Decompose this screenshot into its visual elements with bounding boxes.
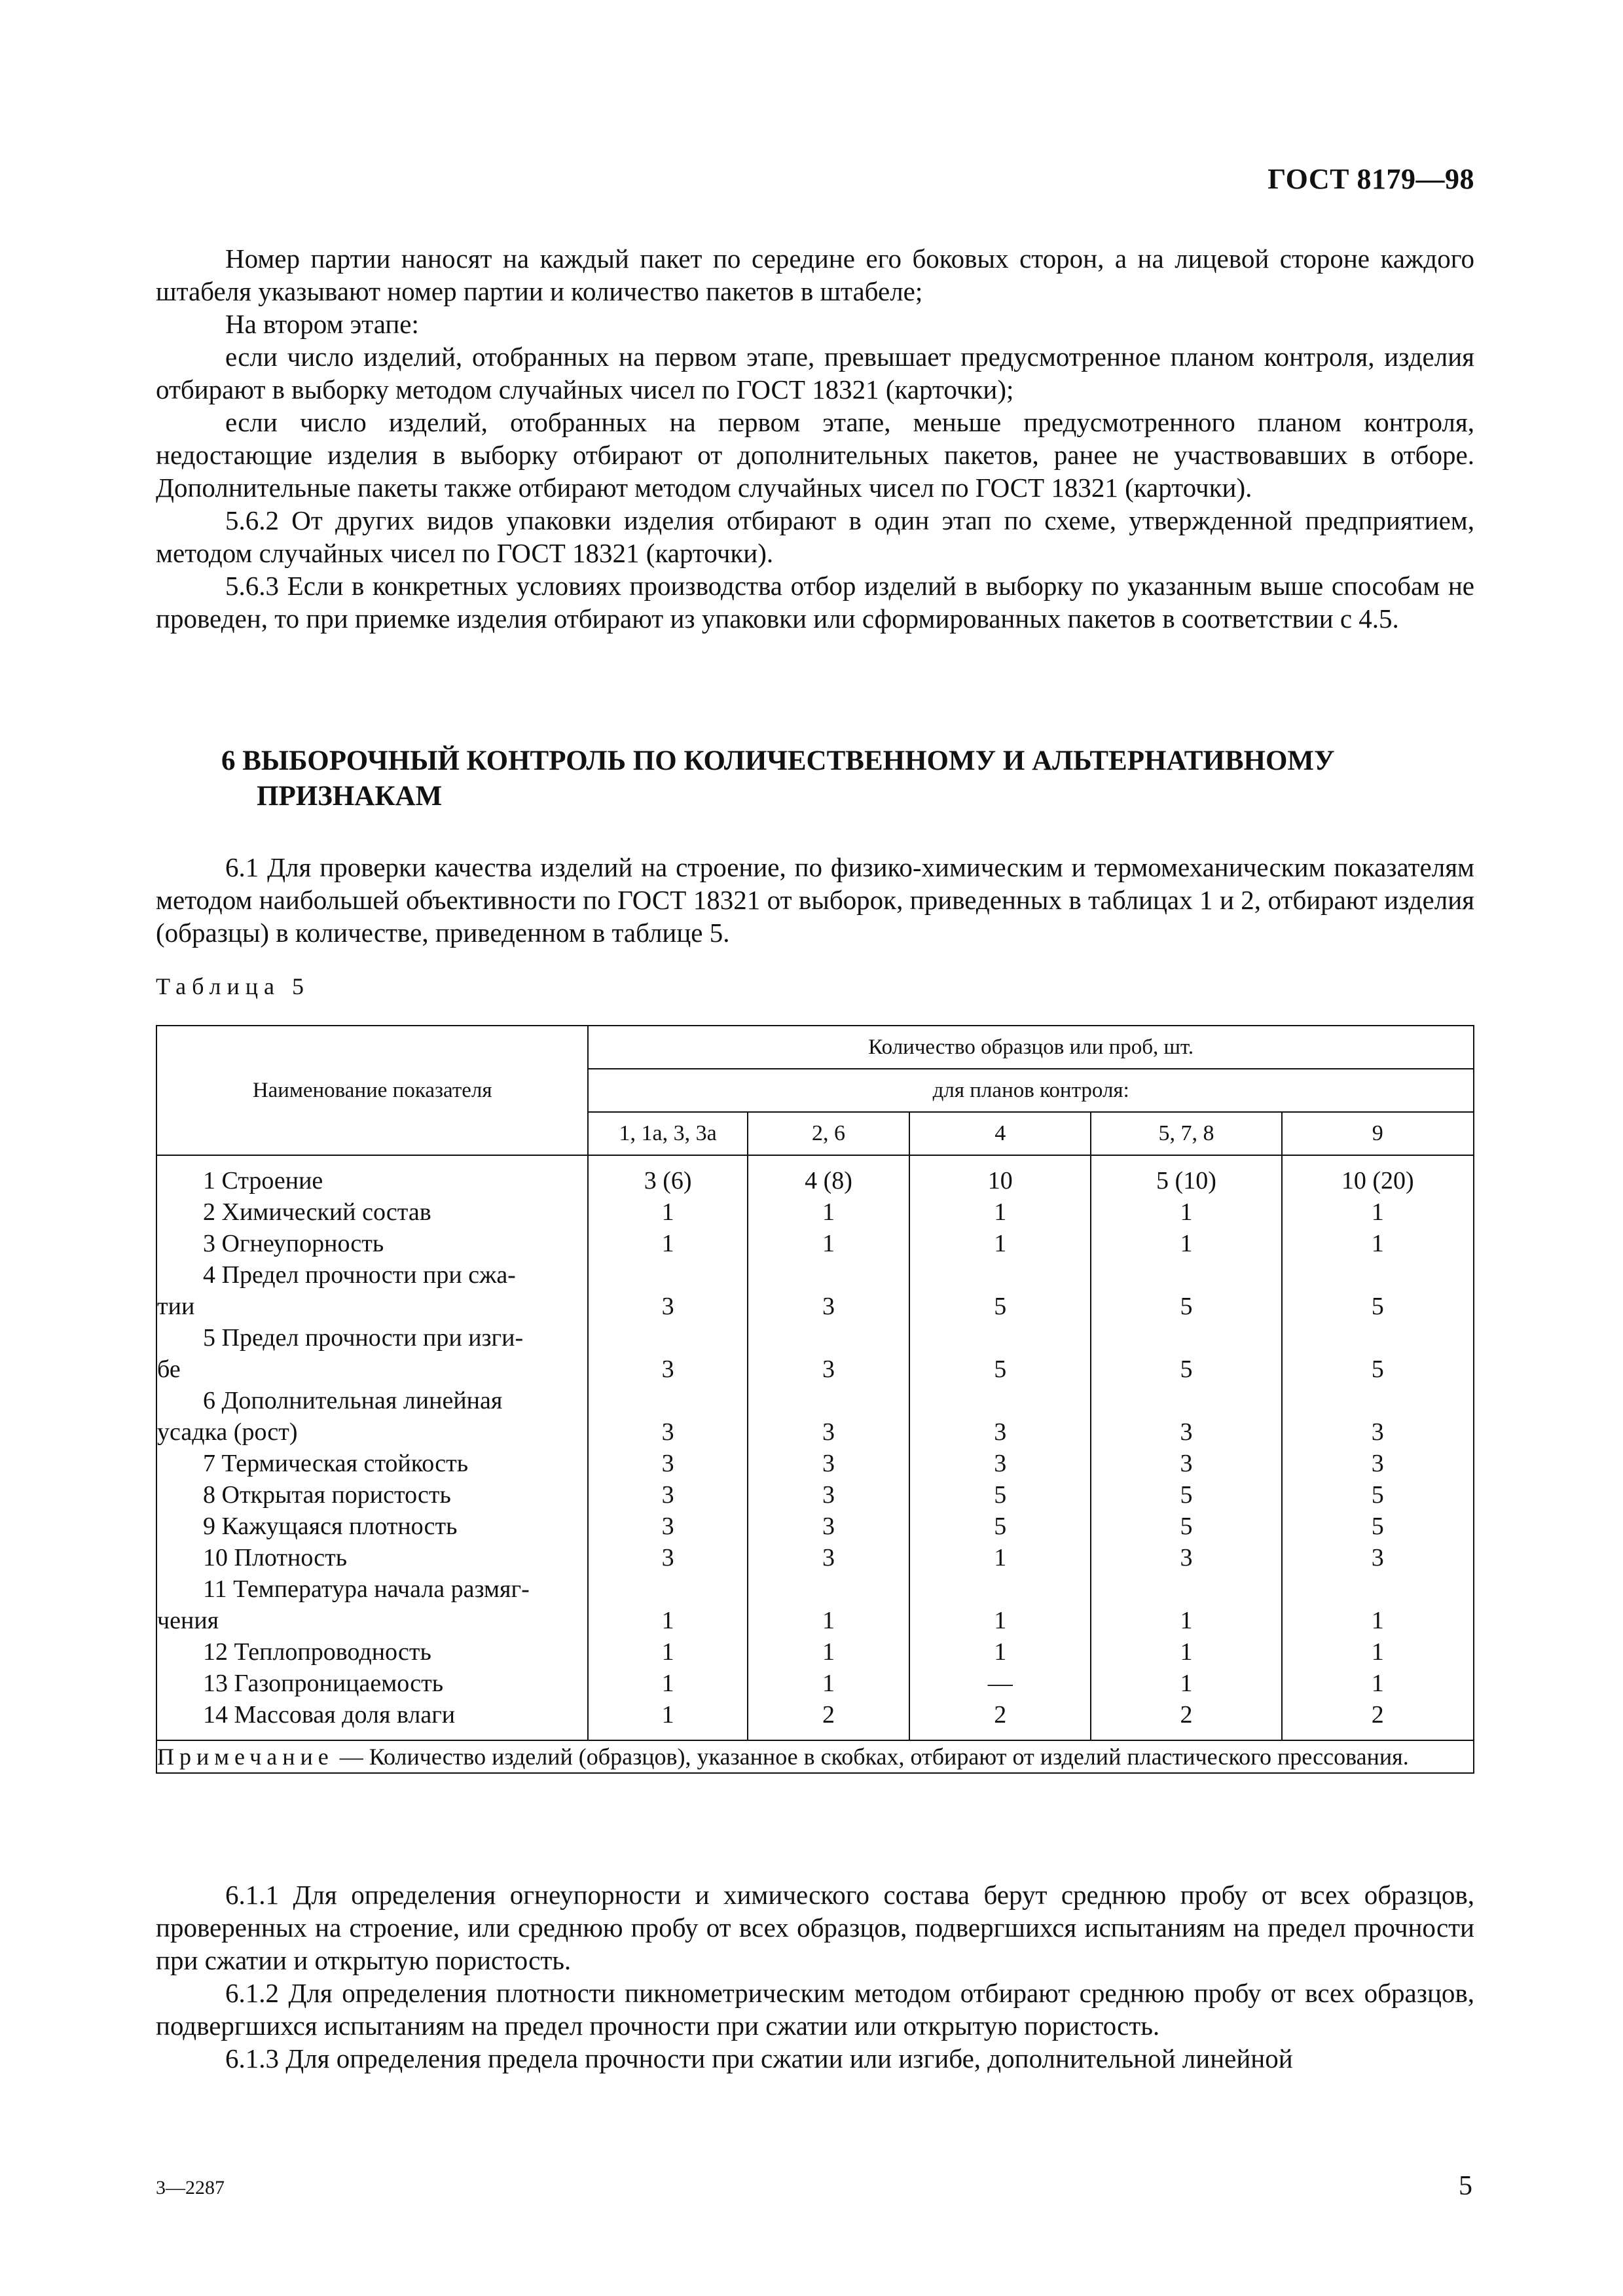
cell-value-text: 10 [987,1167,1013,1194]
table-cell-value [589,1165,746,1196]
plan-values-column [909,1155,1091,1740]
table-cell-value [1283,1668,1473,1699]
cell-value-text: 1 [661,1670,674,1697]
cell-value-text: 5 [1180,1513,1193,1540]
cell-value-text: 3 [822,1293,835,1320]
table-cell-value [589,1322,746,1385]
table-cell-value [748,1448,909,1479]
section-heading-line: 6 ВЫБОРОЧНЫЙ КОНТРОЛЬ ПО КОЛИЧЕСТВЕННОМУ И АЛЬТЕРНАТИВНОМУ [221,745,1335,776]
paragraph: 5.6.2 От других видов упаковки изделия отбирают в один этап по схеме, утвержденной предприятием, методом случайных чисел по ГОСТ 18321 (карточки). [156,505,1474,568]
indicator-name: 10 Плотность [203,1544,348,1571]
table-caption: Таблица 5 [156,973,310,999]
cell-value-text: 5 (10) [1156,1167,1216,1194]
table-cell-value [748,1511,909,1542]
indicator-name: 2 Химический состав [203,1198,431,1226]
table-cell-value [910,1322,1090,1385]
cell-value-text: 2 [822,1701,835,1729]
table-cell-value [1283,1322,1473,1385]
table-cell-value [1091,1573,1281,1636]
table-cell-value [1283,1699,1473,1731]
cell-value-text: 1 [1180,1670,1193,1697]
cell-value-text: 1 [1371,1638,1384,1666]
table-cell-value [589,1259,746,1322]
table-cell-value [910,1196,1090,1228]
cell-value-text: 1 [994,1607,1007,1634]
table-cell-value [1091,1385,1281,1448]
table-cell-value [1091,1542,1281,1573]
paragraph: 6.1 Для проверки качества изделий на строение, по физико-химическим и термомеханическим показателям методом наибольшей объективности по ГОСТ 18321 от выборок, приведенных в таблицах 1 и 2, отбирают изделия (образцы) в количестве, приведенном в таблице 5. [156,852,1474,948]
table-cell-value [748,1322,909,1385]
table-cell-value [748,1385,909,1448]
table-cell-value [1283,1228,1473,1259]
table-cell-value [910,1668,1090,1699]
cell-value-text: 5 [994,1481,1007,1509]
table-cell-value [589,1636,746,1668]
indicator-name: 7 Термическая стойкость [203,1450,469,1477]
cell-value-text: 3 [822,1355,835,1383]
header-plan-column: 4 [909,1112,1091,1155]
page-number: 5 [1459,2171,1472,2201]
cell-value-text: 3 [822,1450,835,1477]
cell-value-text: 3 [1180,1418,1193,1446]
after-table-text [156,1878,1474,2075]
table-cell-value [589,1228,746,1259]
cell-value-text: 5 [1371,1293,1384,1320]
header-control-plans: для планов контроля: [588,1069,1474,1112]
cell-value-text: 3 [1180,1450,1193,1477]
cell-value-text: 3 [661,1450,674,1477]
table-cell-value [1283,1165,1473,1196]
table-cell-value [1283,1573,1473,1636]
table-cell-value [748,1165,909,1196]
header-plan-column: 5, 7, 8 [1091,1112,1281,1155]
table-cell-value [748,1228,909,1259]
cell-value-text: 3 [661,1481,674,1509]
indicator-name: 9 Кажущаяся плотность [203,1513,458,1540]
paragraph: 6.1.1 Для определения огнеупорности и химического состава берут среднюю пробу от всех образцов, проверенных на строение, или среднюю пробу от всех образцов, подвергшихся испытаниям на предел прочности при сжатии и открытую пористость. [156,1880,1474,1975]
paragraph-6-1-block [156,851,1474,949]
table-cell-value [589,1385,746,1448]
table-cell-value [1283,1636,1473,1668]
cell-value-text: 5 [1371,1481,1384,1509]
cell-value-text: 3 [1371,1450,1384,1477]
indicator-name-line: чения [157,1607,219,1634]
note-text: — Количество изделий (образцов), указанное в скобках, отбирают от изделий пластического прессования. [333,1744,1409,1770]
table-cell-value [1091,1322,1281,1385]
indicator-name-line: тии [157,1293,195,1320]
header-indicator-name: Наименование показателя [156,1026,588,1155]
paragraph: 5.6.3 Если в конкретных условиях производства отбор изделий в выборку по указанным выше способам не проведен, то при приемке изделия отбирают из упаковки или сформированных пакетов в соответствии с 4.5. [156,571,1474,634]
table-cell-value [1091,1636,1281,1668]
table-cell-value [589,1196,746,1228]
table-cell-value [910,1699,1090,1731]
indicator-name: 1 Строение [203,1167,323,1194]
indicator-name-line: 5 Предел прочности при изги- [203,1324,524,1352]
cell-value-text: 1 [661,1230,674,1257]
table-cell-value [1283,1448,1473,1479]
plan-values-column [588,1155,747,1740]
table-cell-value [748,1636,909,1668]
cell-value-text: 3 [822,1544,835,1571]
cell-value-text: 1 [661,1607,674,1634]
table-cell-value [1091,1259,1281,1322]
cell-value-text: 3 (6) [644,1167,692,1194]
table-cell-value [748,1196,909,1228]
cell-value-text: 1 [1180,1638,1193,1666]
table-cell-value [589,1511,746,1542]
footer-code: 3—2287 [156,2177,225,2198]
note-label: Примечание [157,1744,334,1770]
plan-values-column [748,1155,909,1740]
cell-value-text: — [987,1670,1013,1697]
table-cell-value [1283,1196,1473,1228]
paragraph: 6.1.3 Для определения предела прочности при сжатии или изгибе, дополнительной линейной [225,2043,1293,2073]
table-cell-value [1283,1385,1473,1448]
indicator-name: 3 Огнеупорность [203,1230,384,1257]
cell-value-text: 2 [994,1701,1007,1729]
header-sample-qty: Количество образцов или проб, шт. [588,1026,1474,1069]
table-cell-value [748,1479,909,1511]
header-plan-column: 9 [1282,1112,1474,1155]
intro-text [156,242,1474,635]
cell-value-text: 1 [661,1638,674,1666]
indicator-name: 13 Газопроницаемость [203,1670,444,1697]
cell-value-text: 3 [1371,1544,1384,1571]
cell-value-text: 1 [661,1198,674,1226]
plan-values-column [1282,1155,1474,1740]
indicator-name-line: 4 Предел прочности при сжа- [203,1261,516,1289]
cell-value-text: 1 [822,1670,835,1697]
indicator-name [157,1385,587,1448]
cell-value-text: 1 [994,1638,1007,1666]
paragraph: если число изделий, отобранных на первом этапе, меньше предусмотренного планом контроля, недостающие изделия в выборку отбирают от дополнительных пакетов, ранее не участвовавших в отборе. Дополнительные пакеты также отбирают методом случайных чисел по ГОСТ 18321 (карточки). [156,407,1474,503]
table-cell-value [748,1668,909,1699]
cell-value-text: 3 [822,1513,835,1540]
table-cell-value [748,1259,909,1322]
cell-value-text: 1 [822,1230,835,1257]
cell-value-text: 3 [661,1513,674,1540]
cell-value-text: 3 [822,1418,835,1446]
cell-value-text: 1 [1180,1230,1193,1257]
standard-header: ГОСТ 8179—98 [1267,163,1474,195]
cell-value-text: 2 [1371,1701,1384,1729]
cell-value-text: 1 [1180,1198,1193,1226]
table-cell-value [748,1542,909,1573]
cell-value-text: 2 [1180,1701,1193,1729]
cell-value-text: 5 [1180,1355,1193,1383]
cell-value-text: 1 [994,1198,1007,1226]
table-cell-value [748,1699,909,1731]
table-cell-value [1283,1259,1473,1322]
cell-value-text: 3 [661,1355,674,1383]
table-cell-value [589,1699,746,1731]
indicator-name: 8 Открытая пористость [203,1481,451,1509]
indicator-name: 12 Теплопроводность [203,1638,431,1666]
cell-value-text: 1 [994,1230,1007,1257]
cell-value-text: 3 [661,1544,674,1571]
cell-value-text: 5 [994,1293,1007,1320]
cell-value-text: 5 [1180,1293,1193,1320]
table-cell-value [910,1479,1090,1511]
table-cell-value [1091,1511,1281,1542]
indicator-names-column [156,1155,588,1740]
table-cell-value [1283,1542,1473,1573]
table-cell-value [910,1542,1090,1573]
table-cell-value [910,1165,1090,1196]
cell-value-text: 3 [661,1418,674,1446]
indicator-name [157,1322,587,1385]
table-cell-value [589,1479,746,1511]
header-plan-column: 1, 1а, 3, 3а [588,1112,747,1155]
cell-value-text: 5 [994,1355,1007,1383]
cell-value-text: 5 [1371,1513,1384,1540]
paragraph: Номер партии наносят на каждый пакет по середине его боковых сторон, а на лицевой стороне каждого штабеля указывают номер партии и количество пакетов в штабеле; [156,243,1474,306]
indicator-name-line: 11 Температура начала размяг- [203,1575,530,1603]
indicator-name [157,1259,587,1322]
cell-value-text: 3 [994,1450,1007,1477]
cell-value-text: 1 [994,1544,1007,1571]
indicator-name-line: усадка (рост) [157,1418,298,1446]
paragraph: На втором этапе: [225,309,419,339]
cell-value-text: 1 [1371,1607,1384,1634]
table-cell-value [1283,1479,1473,1511]
section-heading-line: ПРИЗНАКАМ [257,781,443,812]
table-5 [156,1025,1474,1774]
paragraph: если число изделий, отобранных на первом этапе, превышает предусмотренное планом контроля, изделия отбирают в выборку методом случайных чисел по ГОСТ 18321 (карточки); [156,342,1474,404]
cell-value-text: 1 [1371,1670,1384,1697]
table-cell-value [589,1668,746,1699]
table-cell-value [910,1573,1090,1636]
indicator-name-line: бе [157,1355,181,1383]
table-cell-value [748,1573,909,1636]
indicator-name [157,1573,587,1636]
cell-value-text: 1 [822,1198,835,1226]
cell-value-text: 3 [661,1293,674,1320]
table-cell-value [589,1573,746,1636]
table-cell-value [910,1636,1090,1668]
cell-value-text: 3 [822,1481,835,1509]
table-cell-value [1091,1699,1281,1731]
cell-value-text: 4 (8) [805,1167,852,1194]
cell-value-text: 1 [1180,1607,1193,1634]
table-cell-value [910,1448,1090,1479]
table-cell-value [910,1259,1090,1322]
table-cell-value [910,1511,1090,1542]
cell-value-text: 5 [994,1513,1007,1540]
table-cell-value [589,1448,746,1479]
cell-value-text: 1 [822,1607,835,1634]
table-cell-value [1091,1228,1281,1259]
cell-value-text: 1 [1371,1230,1384,1257]
header-plan-column: 2, 6 [748,1112,909,1155]
cell-value-text: 5 [1371,1355,1384,1383]
cell-value-text: 5 [1180,1481,1193,1509]
table-cell-value [1091,1196,1281,1228]
cell-value-text: 3 [1180,1544,1193,1571]
table-cell-value [910,1228,1090,1259]
table-note [156,1740,1474,1773]
table-cell-value [1091,1479,1281,1511]
cell-value-text: 1 [661,1701,674,1729]
plan-values-column [1091,1155,1281,1740]
table-cell-value [910,1385,1090,1448]
cell-value-text: 1 [1371,1198,1384,1226]
table-cell-value [1091,1448,1281,1479]
indicator-name-line: 6 Дополнительная линейная [203,1387,503,1414]
section-heading [221,744,1465,814]
table-cell-value [1091,1668,1281,1699]
cell-value-text: 3 [994,1418,1007,1446]
indicator-name: 14 Массовая доля влаги [203,1701,456,1729]
cell-value-text: 1 [822,1638,835,1666]
table-cell-value [589,1542,746,1573]
table-cell-value [1091,1165,1281,1196]
cell-value-text: 3 [1371,1418,1384,1446]
table-cell-value [1283,1511,1473,1542]
paragraph: 6.1.2 Для определения плотности пикнометрическим методом отбирают среднюю пробу от всех образцов, подвергшихся испытаниям на предел прочности при сжатии или открытую пористость. [156,1978,1474,2041]
cell-value-text: 10 (20) [1341,1167,1414,1194]
